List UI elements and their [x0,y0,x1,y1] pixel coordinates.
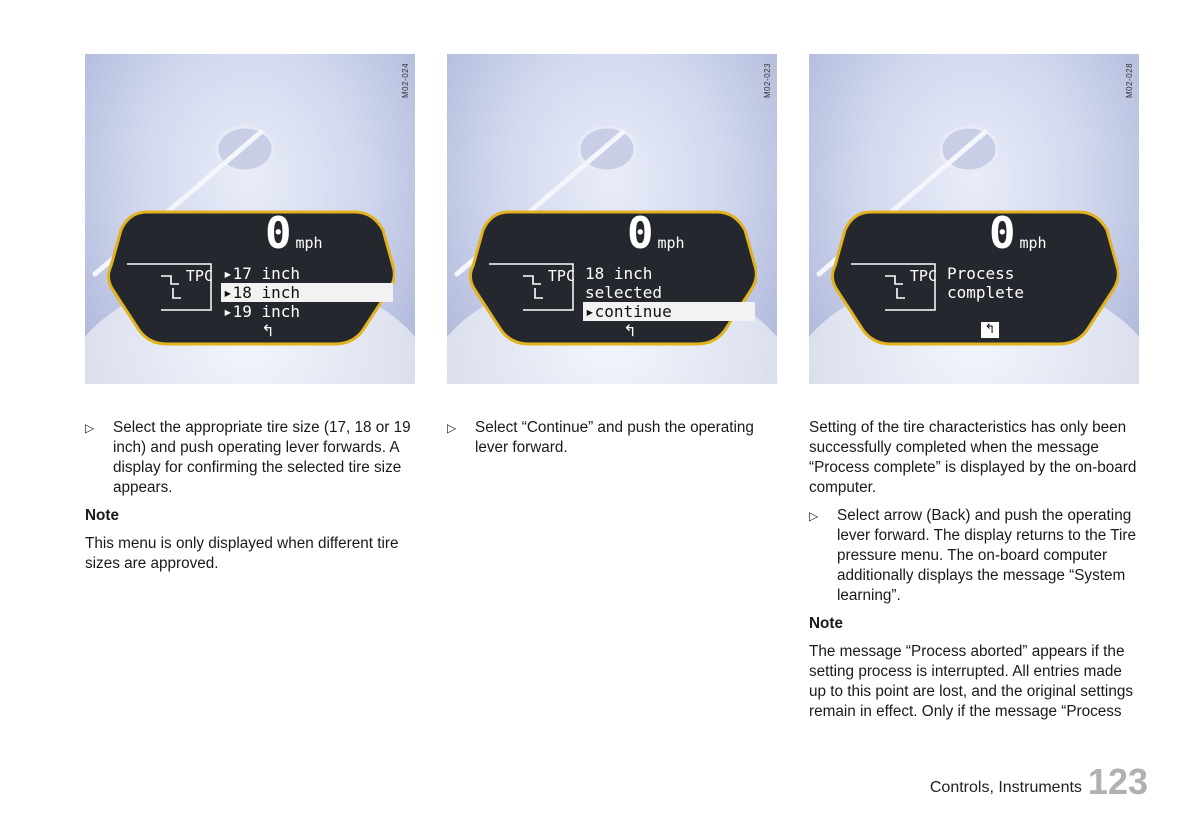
tpc-label: TPC [909,267,937,285]
speed-value: 0 [989,208,1016,259]
page-number: 123 [1087,761,1148,802]
note-text: This menu is only displayed when different tire sizes are approved. [85,535,399,572]
menu-row-18[interactable]: ▸18 inch [221,283,393,302]
text-column-3 [809,418,1139,730]
status-message [945,264,1117,302]
back-box-icon[interactable]: ↰ [981,322,999,338]
image-code: M02-024 [401,62,410,98]
display-panel-2 [447,54,777,384]
speed-value: 0 [627,208,654,259]
section-title: Controls, Instruments [929,779,1082,796]
bullet-text: Select the appropriate tire size (17, 18 or 19 inch) and push operating lever forwards. A display for confirming the selected tire size appears. [113,419,411,496]
menu-row-19[interactable]: ▸19 inch [223,302,301,321]
instruction-bullet [809,506,1139,606]
lcd-screen [831,206,1119,346]
speed-readout [265,208,375,259]
message-line-2: complete [947,283,1025,302]
speed-readout [989,208,1099,259]
speed-unit: mph [295,234,323,252]
tire-size-menu [221,264,393,321]
speed-value: 0 [265,208,292,259]
text-column-2 [447,418,785,466]
menu-row-continue[interactable]: ▸continue [583,302,755,321]
confirm-menu [583,264,755,321]
image-code: M02-023 [763,62,772,98]
intro-text: Setting of the tire characteristics has only been successfully completed when the message “Process complete” is displayed by the on-board computer. [809,419,1137,496]
speed-readout [627,208,737,259]
lcd-screen [469,206,757,346]
speed-unit: mph [657,234,685,252]
instruction-bullet [447,418,785,458]
menu-row-size: 18 inch [585,264,653,283]
bullet-triangle-icon: ▷ [85,421,95,435]
bullet-triangle-icon: ▷ [809,509,819,523]
page-footer [930,760,1148,800]
speed-unit: mph [1019,234,1047,252]
image-code: M02-028 [1125,62,1134,98]
note-text: The message “Process aborted” appears if the setting process is interrupted. All entries made up to this point are lost, and the original settings remain in effect. Only if the message “Process [809,643,1133,720]
message-line-1: Process [947,264,1015,283]
bullet-text: Select “Continue” and push the operating lever forward. [475,419,754,456]
menu-row-selected: selected [585,283,663,302]
bullet-triangle-icon: ▷ [447,421,457,435]
tpc-label: TPC [547,267,575,285]
note-heading: Note [809,615,843,632]
text-column-1 [85,418,415,582]
lcd-screen [107,206,395,346]
back-arrow-icon[interactable]: ↰ [261,321,275,340]
tpc-label: TPC [185,267,213,285]
bullet-text: Select arrow (Back) and push the operating lever forward. The display returns to the Tire pressure menu. The on-board computer additionally displays the message “System learning”. [837,507,1136,604]
back-arrow-icon[interactable]: ↰ [623,321,637,340]
display-panel-3 [809,54,1139,384]
note-heading: Note [85,507,119,524]
instruction-bullet [85,418,415,498]
menu-row-17[interactable]: ▸17 inch [223,264,301,283]
display-panel-1 [85,54,415,384]
